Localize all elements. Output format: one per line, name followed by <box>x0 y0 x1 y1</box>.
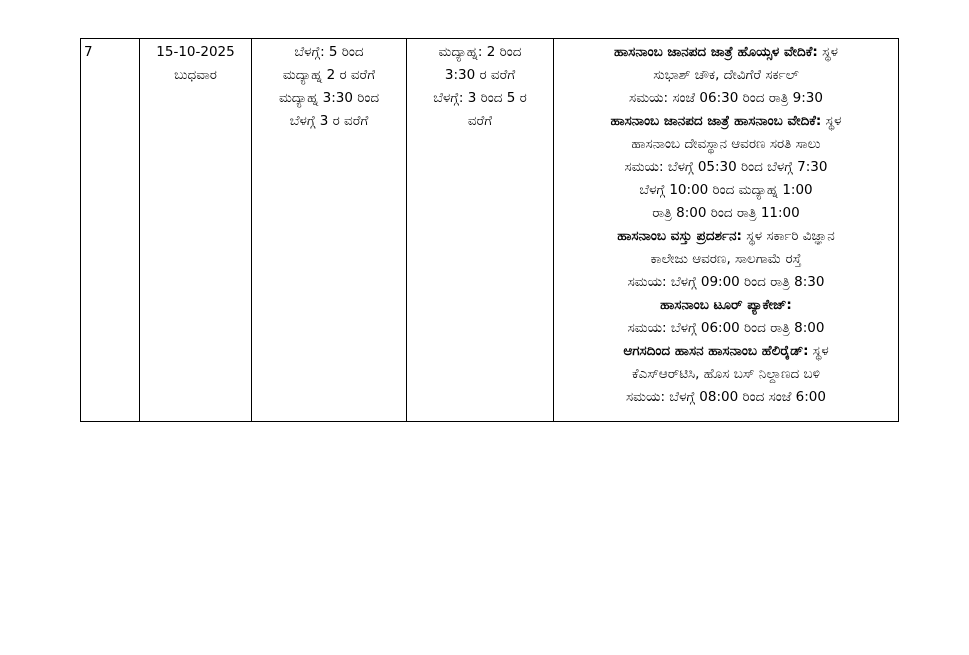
row-number-cell <box>81 39 140 422</box>
event-title: ಹಾಸನಾಂಬ ವಸ್ತು ಪ್ರದರ್ಶನ: <box>617 228 742 244</box>
event-heading-line <box>557 225 895 248</box>
event-heading-line <box>557 41 895 64</box>
event-heading-line <box>557 294 895 317</box>
table-row <box>81 39 899 422</box>
timing-cell-2 <box>407 39 554 422</box>
weekday-text: ಬುಧವಾರ <box>174 67 217 83</box>
timing-line: 3:30 ರ ವರೆಗೆ <box>444 67 516 83</box>
timing-line: ಮದ್ಯಾಹ್ನ: 2 ರಿಂದ <box>438 44 522 60</box>
timing-cell-1 <box>252 39 407 422</box>
schedule-table <box>80 38 899 422</box>
date-text: 15-10-2025 <box>156 44 235 60</box>
event-venue-label: ಸ್ಥಳ ಸರ್ಕಾರಿ ವಿಜ್ಞಾನ <box>741 228 835 244</box>
event-venue: ಕೆಎಸ್‌ಆರ್‌ಟಿಸಿ, ಹೊಸ ಬಸ್ ನಿಲ್ದಾಣದ ಬಳಿ <box>631 366 821 382</box>
row-number: 7 <box>84 44 93 60</box>
event-time: ಸಮಯ: ಬೆಳಗ್ಗೆ 08:00 ರಿಂದ ಸಂಜೆ 6:00 <box>626 389 826 405</box>
event-venue-label: ಸ್ಥಳ <box>808 343 829 359</box>
event-title: ಹಾಸನಾಂಬ ಜಾನಪದ ಜಾತ್ರೆ ಹಾಸನಾಂಬ ವೇದಿಕೆ: <box>610 113 822 129</box>
event-heading-line <box>557 110 895 133</box>
timing-line: ವರೆಗೆ <box>467 113 493 129</box>
event-title: ಹಾಸನಾಂಬ ಟೂರ್ ಪ್ಯಾಕೇಜ್: <box>660 297 792 313</box>
event-title: ಹಾಸನಾಂಬ ಜಾನಪದ ಜಾತ್ರೆ ಹೊಯ್ಸಳ ವೇದಿಕೆ: <box>614 44 818 60</box>
event-time: ಸಮಯ: ಸಂಜೆ 06:30 ರಿಂದ ರಾತ್ರಿ 9:30 <box>629 90 823 106</box>
event-time: ಸಮಯ: ಬೆಳಗ್ಗೆ 09:00 ರಿಂದ ರಾತ್ರಿ 8:30 <box>627 274 825 290</box>
timing-line: ಬೆಳಗ್ಗೆ: 3 ರಿಂದ 5 ರ <box>433 90 527 106</box>
events-cell <box>554 39 899 422</box>
timing-line: ಮದ್ಯಾಹ್ನ 2 ರ ವರೆಗೆ <box>282 67 376 83</box>
event-time: ಸಮಯ: ಬೆಳಗ್ಗೆ 06:00 ರಿಂದ ರಾತ್ರಿ 8:00 <box>627 320 825 336</box>
date-cell <box>140 39 252 422</box>
event-venue-label: ಸ್ಥಳ <box>817 44 838 60</box>
timing-line: ಮದ್ಯಾಹ್ನ 3:30 ರಿಂದ <box>278 90 380 106</box>
event-time: ಬೆಳಗ್ಗೆ 10:00 ರಿಂದ ಮದ್ಯಾಹ್ನ 1:00 <box>639 182 813 198</box>
timing-line: ಬೆಳಗ್ಗೆ: 5 ರಿಂದ <box>294 44 364 60</box>
event-time: ಸಮಯ: ಬೆಳಗ್ಗೆ 05:30 ರಿಂದ ಬೆಳಗ್ಗೆ 7:30 <box>624 159 828 175</box>
event-venue: ಹಾಸನಾಂಬ ದೇವಸ್ಥಾನ ಆವರಣ ಸರತಿ ಸಾಲು <box>631 136 821 152</box>
event-venue-label: ಸ್ಥಳ <box>821 113 842 129</box>
event-time: ರಾತ್ರಿ 8:00 ರಿಂದ ರಾತ್ರಿ 11:00 <box>652 205 800 221</box>
event-venue: ಕಾಲೇಜು ಆವರಣ, ಸಾಲಗಾಮೆ ರಸ್ತೆ <box>650 251 802 267</box>
event-heading-line <box>557 340 895 363</box>
event-title: ಆಗಸದಿಂದ ಹಾಸನ ಹಾಸನಾಂಬ ಹೆಲಿರೈಡ್: <box>623 343 809 359</box>
event-venue: ಸುಭಾಶ್ ಚೌಕ, ದೇವಿಗೆರೆ ಸರ್ಕಲ್ <box>653 67 799 83</box>
timing-line: ಬೆಳಗ್ಗೆ 3 ರ ವರೆಗೆ <box>289 113 369 129</box>
